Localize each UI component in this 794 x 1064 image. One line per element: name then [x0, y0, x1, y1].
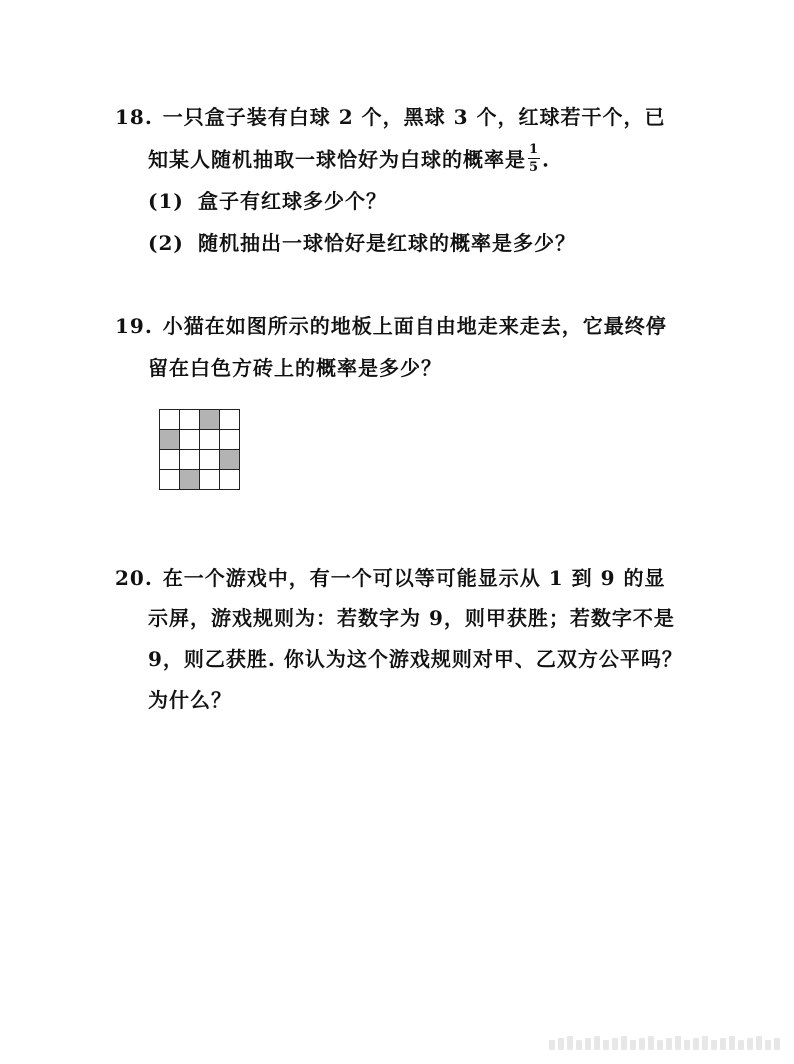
q19-number: 19. [115, 314, 153, 338]
q18-text-2: 知某人随机抽取一球恰好为白球的概率是 [148, 147, 526, 172]
watermark-bar [639, 1038, 645, 1050]
watermark-bar [747, 1038, 753, 1050]
watermark-bar [720, 1038, 726, 1050]
q18-sub-2 [148, 229, 576, 257]
watermark-bar [693, 1038, 699, 1050]
white-tile [200, 430, 220, 450]
watermark-bar [657, 1040, 663, 1050]
watermark-bar [684, 1040, 690, 1050]
q18-fraction [528, 143, 540, 175]
q20-line-3 [148, 645, 683, 673]
watermark-bar [729, 1036, 735, 1050]
q18-line-2 [148, 142, 551, 177]
q19-text-1: 小猫在如图所示的地板上面自由地走来走去，它最终停 [162, 314, 667, 338]
white-tile [220, 430, 240, 450]
q18-sub-1-text: 盒子有红球多少个？ [198, 189, 387, 213]
q19-line-2 [148, 354, 442, 382]
watermark-bar [711, 1040, 717, 1050]
white-tile [160, 410, 180, 430]
watermark-bar [576, 1040, 582, 1050]
watermark-bar [558, 1038, 564, 1050]
watermark-bar [603, 1040, 609, 1050]
white-tile [200, 450, 220, 470]
watermark-bar [567, 1036, 573, 1050]
q20-number: 20. [115, 566, 153, 590]
q18-sub-1-number: (1) [148, 189, 184, 213]
gray-tile [160, 430, 180, 450]
watermark-bar [621, 1036, 627, 1050]
watermark-bar [612, 1038, 618, 1050]
watermark-bar [765, 1040, 771, 1050]
gray-tile [220, 450, 240, 470]
q20-text-3: 9，则乙获胜. 你认为这个游戏规则对甲、乙双方公平吗？ [148, 647, 683, 671]
floor-tile-grid [159, 409, 240, 490]
white-tile [220, 470, 240, 490]
watermark-bar [738, 1040, 744, 1050]
white-tile [220, 410, 240, 430]
q18-line-2-end: . [542, 147, 551, 172]
watermark-bar [549, 1040, 555, 1050]
watermark-bar [594, 1036, 600, 1050]
white-tile [160, 450, 180, 470]
q18-fraction-numerator: 1 [529, 142, 540, 157]
q20-text-4: 为什么？ [148, 688, 232, 712]
q19-text-2: 留在白色方砖上的概率是多少？ [148, 356, 442, 380]
q20-line-4 [148, 686, 232, 714]
q18-text-1: 一只盒子装有白球 2 个，黑球 3 个，红球若干个，已 [162, 105, 666, 129]
white-tile [200, 470, 220, 490]
white-tile [180, 430, 200, 450]
q20-text-1: 在一个游戏中，有一个可以等可能显示从 1 到 9 的显 [162, 566, 666, 590]
watermark-bar [585, 1038, 591, 1050]
watermark-bar [630, 1040, 636, 1050]
watermark-bar [756, 1036, 762, 1050]
white-tile [180, 410, 200, 430]
q18-sub-2-number: (2) [148, 231, 184, 255]
watermark-bar [702, 1036, 708, 1050]
white-tile [160, 470, 180, 490]
q18-sub-2-text: 随机抽出一球恰好是红球的概率是多少？ [198, 231, 576, 255]
q18-line-1 [115, 103, 665, 131]
q20-line-2 [148, 604, 675, 632]
q20-line-1 [115, 564, 665, 592]
q19-line-1 [115, 312, 667, 340]
watermark-bar [666, 1038, 672, 1050]
watermark-logo [549, 1036, 780, 1050]
white-tile [180, 450, 200, 470]
gray-tile [200, 410, 220, 430]
q18-fraction-denominator: 5 [529, 160, 540, 175]
q18-number: 18. [115, 105, 153, 129]
watermark-bar [774, 1038, 780, 1050]
watermark-bar [648, 1036, 654, 1050]
gray-tile [180, 470, 200, 490]
q20-text-2: 示屏，游戏规则为：若数字为 9，则甲获胜；若数字不是 [148, 606, 675, 630]
watermark-bar [675, 1036, 681, 1050]
q18-sub-1 [148, 187, 387, 215]
